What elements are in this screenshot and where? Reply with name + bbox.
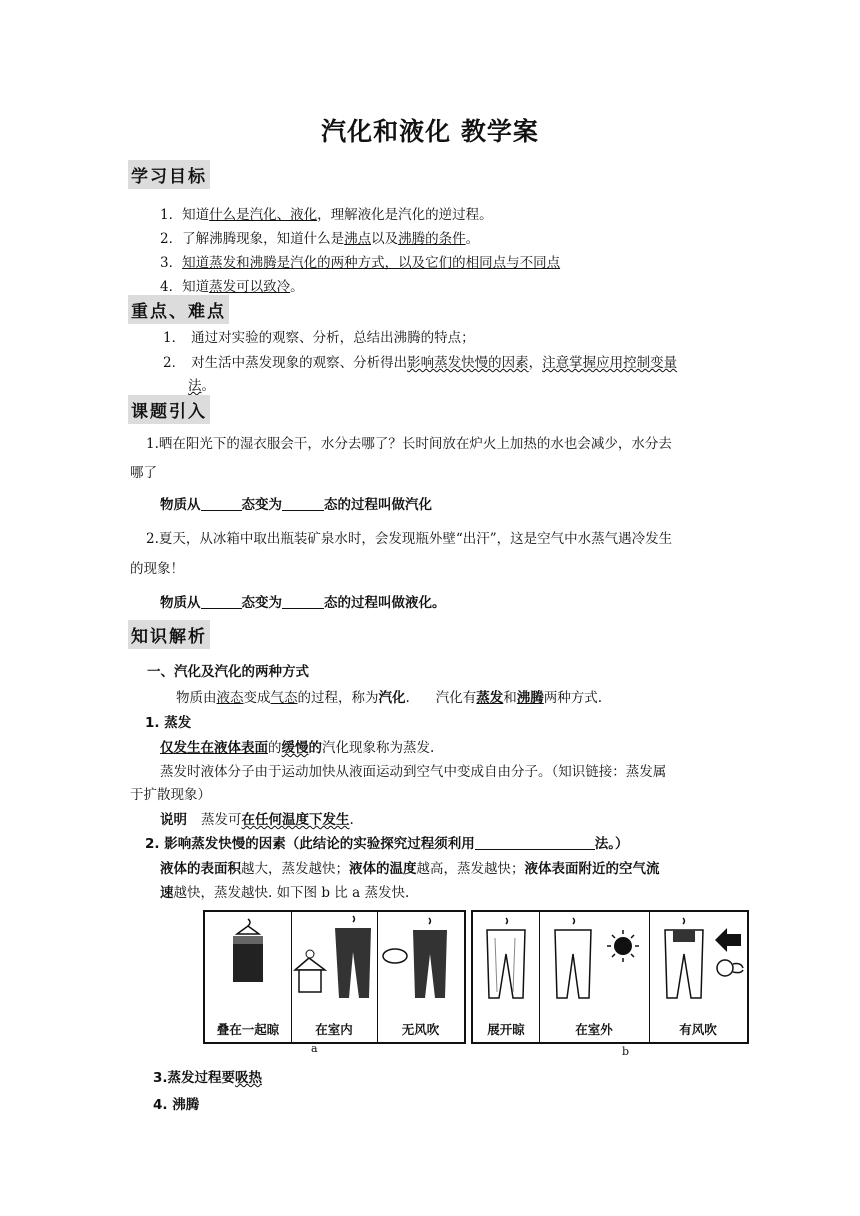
folded-clothes-icon — [205, 912, 291, 1012]
fill-text: 态的过程叫做液化。 — [324, 595, 446, 611]
evaporation-explanation-cont: 于扩散现象） — [130, 787, 211, 803]
factors-heading-text: 2. 影响蒸发快慢的因素（此结论的实验探究过程须利用 — [145, 836, 475, 852]
intro-question-2: 2.夏天，从冰箱中取出瓶装矿泉水时，会发现瓶外壁“出汗”，这是空气中水蒸气遇冷发生 — [146, 531, 673, 547]
heading-evaporation-absorbs-heat — [153, 1066, 262, 1086]
intro-question-1: 1.晒在阳光下的湿衣服会干，水分去哪了？长时间放在炉火上加热的水也会减少，水分去 — [146, 436, 672, 452]
key-text: 通过对实验的观察、分析，总结出沸腾的特点； — [191, 330, 475, 346]
goal-text: 知道 — [182, 207, 210, 223]
note-bold: 在任何温度下发生 — [241, 812, 350, 828]
key-text: 。 — [201, 378, 215, 394]
goal-item-2 — [160, 227, 479, 247]
fill-text: 态变为 — [241, 595, 282, 611]
fill-text: 物质从 — [160, 497, 201, 513]
figure-caption: 有风吹 — [679, 1022, 717, 1037]
fill-text: 态变为 — [241, 497, 282, 513]
blank-input[interactable] — [282, 497, 324, 511]
blank-input[interactable] — [475, 836, 595, 850]
key-num: 1． — [163, 330, 186, 346]
figure-a-label: a — [311, 1042, 318, 1055]
goal-text: ，理解液化是汽化的逆过程。 — [317, 207, 493, 223]
figure-b-cell-3 — [649, 912, 747, 1042]
figure-b-panel — [471, 910, 749, 1044]
def-text: . — [405, 690, 410, 706]
def-bold: 蒸发 — [476, 690, 504, 706]
key-wavy: 法 — [188, 378, 202, 394]
evap-bold: 的 — [308, 740, 322, 756]
goal-underlined: 蒸发可以致冷 — [209, 279, 291, 295]
heading-evaporation: 1. 蒸发 — [145, 715, 192, 731]
goal-text: 。 — [290, 279, 304, 295]
goal-item-4 — [160, 275, 304, 295]
key-wavy: 注意掌握应用控制变量 — [542, 355, 678, 371]
key-text: 对生活中蒸发现象的观察、分析得出 — [191, 355, 408, 371]
factor-bold: 液体的温度 — [349, 861, 417, 877]
def-text: 两种方式. — [543, 690, 603, 706]
goal-text: 以及 — [371, 231, 399, 247]
factor-bold: 液体的表面积 — [160, 861, 241, 877]
intro-question-1-cont: 哪了 — [130, 465, 157, 481]
def-text: 物质由 — [176, 690, 217, 706]
blank-input[interactable] — [201, 595, 242, 609]
factors-heading-text: 法。） — [594, 836, 629, 852]
figure-a-cell-1 — [205, 912, 292, 1042]
factors-line-2 — [160, 881, 409, 901]
figure-caption: 在室内 — [315, 1022, 353, 1037]
figure-caption: 无风吹 — [401, 1022, 440, 1037]
figure-b-cell-1 — [473, 912, 540, 1042]
def-text: 变成 — [243, 690, 271, 706]
figure-a-cell-3 — [377, 912, 464, 1042]
key-point-2-cont — [188, 374, 215, 394]
heading-evaporation-factors — [145, 832, 628, 852]
fill-in-vaporization — [160, 493, 432, 513]
blank-input[interactable] — [282, 595, 324, 609]
evaporation-note — [160, 808, 354, 828]
key-text: ， — [528, 355, 543, 371]
evap-text: 的 — [268, 740, 282, 756]
figure-caption: 在室外 — [575, 1022, 613, 1037]
goal-item-1 — [160, 203, 493, 223]
heading-vaporization-ways: 一、汽化及汽化的两种方式 — [147, 664, 309, 680]
s3-wavy: 吸热 — [235, 1070, 263, 1086]
goal-underlined: 什么是汽化、液化 — [209, 207, 318, 223]
factor-text: 越大，蒸发越快； — [241, 861, 349, 877]
goal-underlined: 沸点 — [344, 231, 372, 247]
figure-a-panel — [203, 910, 466, 1044]
factor-bold: 速 — [160, 885, 174, 901]
wind-arrow-icon — [649, 912, 747, 1012]
def-underlined: 气态 — [270, 690, 298, 706]
no-wind-cloud-icon — [377, 912, 464, 1012]
vaporization-definition — [176, 686, 602, 706]
evap-text: 汽化现象称为蒸发. — [322, 740, 435, 756]
figure-caption: 叠在一起晾 — [216, 1022, 280, 1037]
evaporation-explanation: 蒸发时液体分子由于运动加快从液面运动到空气中变成自由分子。（知识链接：蒸发属 — [160, 764, 667, 780]
intro-question-2-cont: 的现象！ — [130, 561, 184, 577]
goal-num: 2． — [160, 231, 183, 247]
factor-bold: 液体表面附近的空气流 — [524, 861, 660, 877]
def-text: 汽化有 — [435, 690, 477, 706]
key-point-2 — [163, 351, 677, 371]
figure-b-label: b — [622, 1045, 630, 1058]
figure-caption: 展开晾 — [487, 1022, 525, 1037]
def-text: 的过程，称为 — [297, 690, 379, 706]
section-header-key-points: 重点、难点 — [128, 295, 229, 324]
section-header-goals: 学习目标 — [128, 160, 210, 189]
goal-text: 。 — [465, 231, 480, 247]
def-underlined: 液态 — [216, 690, 244, 706]
fill-in-liquefaction — [160, 591, 446, 611]
fill-text: 态的过程叫做汽化 — [324, 497, 432, 513]
goal-num: 1． — [160, 207, 183, 223]
indoor-house-icon — [291, 912, 377, 1012]
goal-text: 了解沸腾现象，知道什么是 — [182, 231, 345, 247]
goal-underlined: 沸腾的条件 — [398, 231, 466, 247]
spread-clothes-icon — [473, 912, 539, 1012]
figure-a-cell-2 — [291, 912, 378, 1042]
def-bold: 沸腾 — [516, 690, 544, 706]
note-label: 说明 — [160, 812, 187, 828]
fill-text: 物质从 — [160, 595, 201, 611]
section-header-intro: 课题引入 — [128, 395, 210, 424]
page-title: 汽化和液化 教学案 — [321, 117, 539, 146]
note-text: . — [349, 812, 354, 828]
goal-item-3 — [160, 251, 560, 271]
def-text: 和 — [503, 690, 517, 706]
heading-boiling: 4. 沸腾 — [153, 1097, 200, 1113]
evaporation-definition — [160, 736, 434, 756]
s3-text: 3.蒸发过程要 — [153, 1070, 236, 1086]
key-num: 2． — [163, 355, 186, 371]
goal-text: 知道 — [182, 279, 210, 295]
factors-line-1 — [160, 857, 660, 877]
section-header-analysis: 知识解析 — [128, 620, 210, 649]
blank-input[interactable] — [201, 497, 242, 511]
note-text: 蒸发可 — [201, 812, 242, 828]
key-wavy: 影响蒸发快慢的因素 — [407, 355, 529, 371]
goal-num: 3． — [160, 255, 183, 271]
goal-num: 4． — [160, 279, 183, 295]
evap-bold: 仅发生在液体表面 — [160, 740, 268, 756]
factor-text: 越快，蒸发越快. 如下图 b 比 a 蒸发快. — [173, 885, 410, 901]
goal-underlined: 知道蒸发和沸腾是汽化的两种方式，以及它们的相同点与不同点 — [182, 255, 561, 271]
evap-bold: 缓慢 — [281, 740, 309, 756]
factor-text: 越高，蒸发越快； — [416, 861, 525, 877]
outdoor-sun-icon — [539, 912, 649, 1012]
key-point-1 — [163, 326, 475, 346]
figure-b-cell-2 — [539, 912, 650, 1042]
def-bold: 汽化 — [378, 690, 406, 706]
